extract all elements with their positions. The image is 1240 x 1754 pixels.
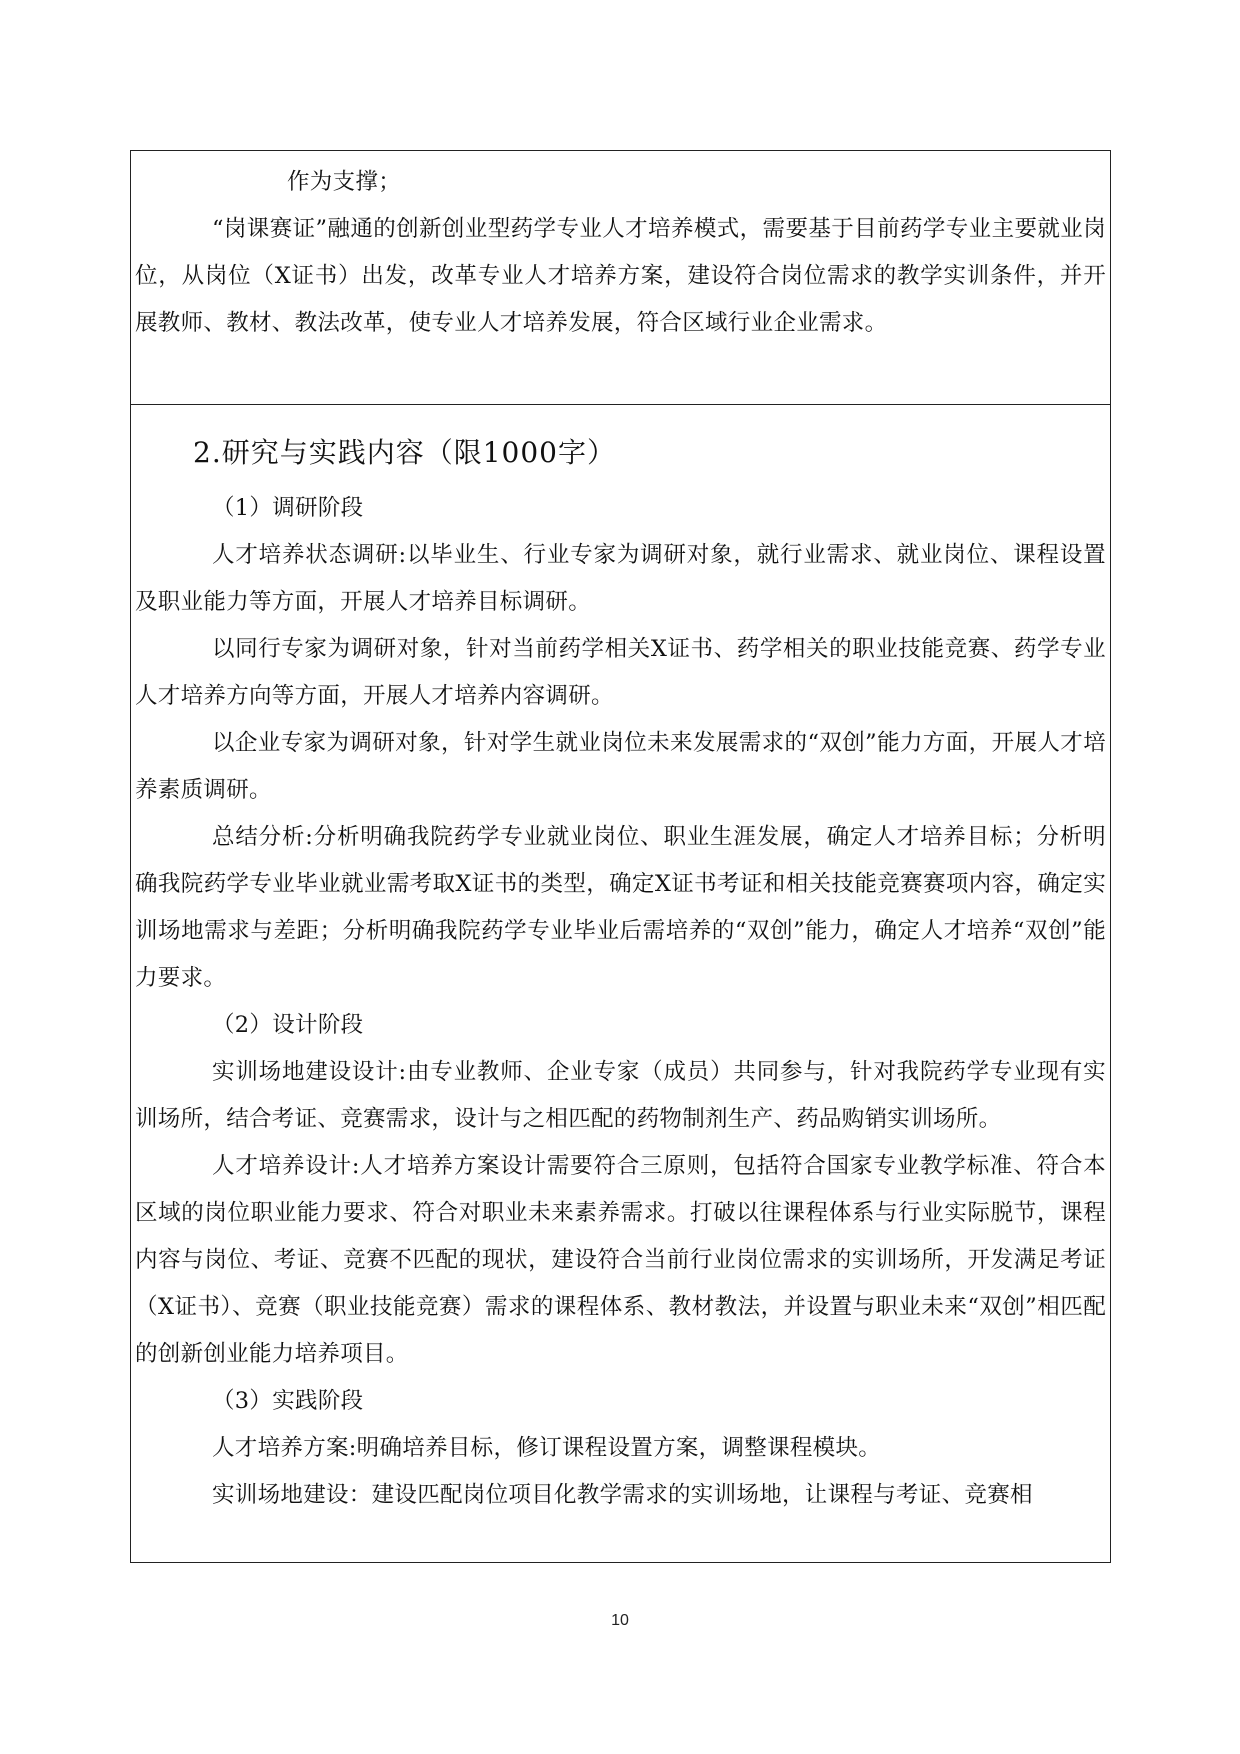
paragraph: 作为支撑； bbox=[287, 169, 402, 195]
subsection-title: （3）实践阶段 bbox=[212, 1388, 364, 1414]
paragraph: 人才培养方案:明确培养目标，修订课程设置方案，调整课程模块。 bbox=[212, 1435, 882, 1461]
paragraph: 实训场地建设：建设匹配岗位项目化教学需求的实训场地，让课程与考证、竞赛相 bbox=[212, 1482, 1033, 1508]
table-cell-research-content bbox=[130, 404, 1111, 1563]
subsection-title: （1）调研阶段 bbox=[212, 495, 364, 521]
section-heading: 2.研究与实践内容（限1000字） bbox=[193, 436, 616, 469]
paragraph: 以企业专家为调研对象，针对学生就业岗位未来发展需求的“双创”能力方面，开展人才培养素质调研。 bbox=[135, 730, 1106, 803]
table-cell-background bbox=[130, 150, 1111, 405]
paragraph: 以同行专家为调研对象，针对当前药学相关X证书、药学相关的职业技能竞赛、药学专业人才培养方向等方面，开展人才培养内容调研。 bbox=[135, 636, 1106, 709]
subsection-title: （2）设计阶段 bbox=[212, 1012, 364, 1038]
paragraph: “岗课赛证”融通的创新创业型药学专业人才培养模式，需要基于目前药学专业主要就业岗位，从岗位（X证书）出发，改革专业人才培养方案，建设符合岗位需求的教学实训条件，并开展教师、教材、教法改革，使专业人才培养发展，符合区域行业企业需求。 bbox=[135, 216, 1106, 336]
page-number: 10 bbox=[611, 1612, 629, 1629]
paragraph: 实训场地建设设计:由专业教师、企业专家（成员）共同参与，针对我院药学专业现有实训场所，结合考证、竞赛需求，设计与之相匹配的药物制剂生产、药品购销实训场所。 bbox=[135, 1059, 1106, 1132]
paragraph: 人才培养设计:人才培养方案设计需要符合三原则，包括符合国家专业教学标准、符合本区域的岗位职业能力要求、符合对职业未来素养需求。打破以往课程体系与行业实际脱节，课程内容与岗位、考证、竞赛不匹配的现状，建设符合当前行业岗位需求的实训场所，开发满足考证（X证书）、竞赛（职业技能竞赛）需求的课程体系、教材教法，并设置与职业未来“双创”相匹配的创新创业能力培养项目。 bbox=[135, 1153, 1106, 1367]
paragraph: 人才培养状态调研:以毕业生、行业专家为调研对象，就行业需求、就业岗位、课程设置及职业能力等方面，开展人才培养目标调研。 bbox=[135, 542, 1106, 615]
paragraph: 总结分析:分析明确我院药学专业就业岗位、职业生涯发展，确定人才培养目标；分析明确我院药学专业毕业就业需考取X证书的类型，确定X证书考证和相关技能竞赛赛项内容，确定实训场地需求与差距；分析明确我院药学专业毕业后需培养的“双创”能力，确定人才培养“双创”能力要求。 bbox=[135, 824, 1106, 991]
